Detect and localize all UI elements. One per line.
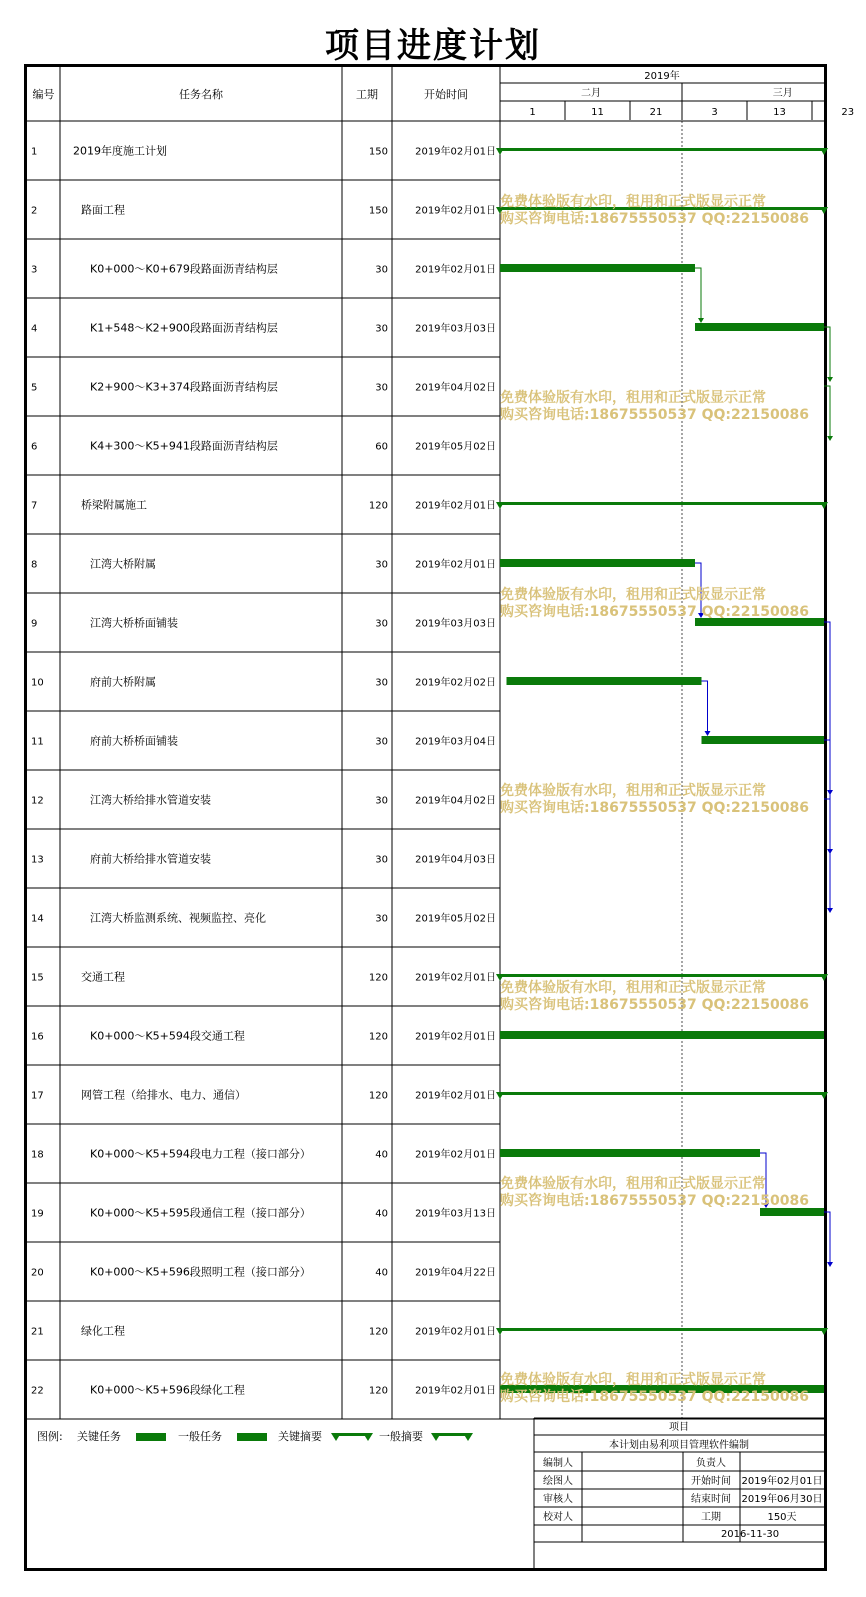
task-start: 2019年02月01日	[415, 146, 496, 158]
task-duration: 30	[375, 677, 388, 689]
legend-normal-label: 一般任务	[178, 1430, 222, 1443]
task-name: K0+000～K0+679段路面沥青结构层	[90, 262, 278, 276]
legend-critical-label: 关键任务	[77, 1430, 121, 1443]
day-label: 13	[773, 107, 786, 118]
watermark-text: 购买咨询电话:18675550537 QQ:22150086	[500, 997, 809, 1013]
dependency-link	[695, 268, 701, 321]
summary-end-marker	[820, 974, 828, 981]
task-name: 江湾大桥给排水管道安装	[90, 793, 211, 807]
task-name: K0+000～K5+594段电力工程（接口部分）	[90, 1147, 311, 1161]
task-duration: 120	[368, 1326, 388, 1338]
task-id: 4	[31, 323, 38, 335]
task-bar	[500, 1149, 760, 1157]
day-label: 21	[649, 107, 663, 118]
summary-start-marker	[496, 1328, 504, 1335]
watermark-text: 免费体验版有水印，租用和正式版显示正常	[500, 587, 766, 603]
summary-end-marker	[820, 1328, 828, 1335]
task-duration: 30	[375, 559, 388, 571]
legend-summary-marker	[431, 1433, 441, 1441]
task-duration: 30	[375, 618, 388, 630]
footer-date: 2016-11-30	[720, 1529, 780, 1540]
task-id: 13	[31, 854, 44, 866]
task-name: 府前大桥桥面铺装	[90, 734, 178, 748]
legend-summary-marker	[331, 1433, 341, 1441]
task-id: 6	[31, 441, 38, 453]
task-bar	[702, 736, 825, 744]
task-bar	[500, 559, 695, 567]
task-start: 2019年02月01日	[415, 264, 496, 276]
task-id: 9	[31, 618, 38, 630]
watermark-text: 购买咨询电话:18675550537 QQ:22150086	[500, 604, 809, 620]
dependency-link	[824, 799, 830, 911]
dependency-link	[824, 740, 830, 852]
task-id: 11	[31, 736, 44, 748]
summary-bar	[500, 974, 824, 977]
task-duration: 30	[375, 913, 388, 925]
day-label: 23	[841, 107, 855, 118]
summary-end-marker	[820, 207, 828, 214]
task-start: 2019年03月13日	[415, 1208, 496, 1220]
task-name: 江湾大桥附属	[90, 557, 156, 571]
dependency-arrow	[827, 377, 833, 382]
task-id: 17	[31, 1090, 44, 1102]
task-name: K4+300～K5+941段路面沥青结构层	[90, 439, 278, 453]
watermark-text: 免费体验版有水印，租用和正式版显示正常	[500, 1372, 766, 1388]
watermark-text: 购买咨询电话:18675550537 QQ:22150086	[500, 800, 809, 816]
summary-end-marker	[820, 1092, 828, 1099]
header-id: 编号	[32, 88, 55, 101]
task-start: 2019年05月02日	[415, 913, 496, 925]
task-duration: 120	[368, 1090, 388, 1102]
task-bar	[507, 677, 702, 685]
task-start: 2019年02月01日	[415, 559, 496, 571]
legend-summary-marker	[363, 1433, 373, 1441]
watermark-text: 免费体验版有水印，租用和正式版显示正常	[500, 390, 766, 406]
summary-bar	[500, 1328, 824, 1331]
watermark-text: 免费体验版有水印，租用和正式版显示正常	[500, 194, 766, 210]
summary-bar	[500, 502, 824, 505]
task-name: 路面工程	[81, 203, 125, 217]
task-bar	[695, 323, 824, 331]
header-year: 2019年	[644, 71, 680, 82]
summary-end-marker	[820, 502, 828, 509]
task-start: 2019年02月01日	[415, 500, 496, 512]
task-bar	[500, 1031, 824, 1039]
summary-bar	[500, 1092, 824, 1095]
task-start: 2019年02月01日	[415, 1385, 496, 1397]
task-duration: 30	[375, 264, 388, 276]
footer-editor-label: 编制人	[543, 1458, 573, 1469]
task-id: 16	[31, 1031, 44, 1043]
task-id: 18	[31, 1149, 44, 1161]
task-id: 20	[31, 1267, 44, 1279]
task-start: 2019年03月03日	[415, 618, 496, 630]
task-start: 2019年04月03日	[415, 854, 496, 866]
header-duration: 工期	[356, 88, 378, 101]
task-id: 19	[31, 1208, 44, 1220]
footer-drawer-label: 绘图人	[543, 1476, 573, 1487]
task-duration: 30	[375, 795, 388, 807]
task-start: 2019年02月01日	[415, 972, 496, 984]
task-name: 江湾大桥桥面铺装	[90, 616, 178, 630]
summary-end-marker	[820, 148, 828, 155]
task-duration: 30	[375, 854, 388, 866]
task-name: 2019年度施工计划	[73, 144, 167, 158]
task-name: 网管工程（给排水、电力、通信）	[81, 1088, 246, 1102]
task-start: 2019年03月03日	[415, 323, 496, 335]
task-name: 府前大桥给排水管道安装	[90, 852, 211, 866]
task-duration: 60	[375, 441, 388, 453]
dependency-arrow	[705, 731, 711, 736]
task-id: 14	[31, 913, 44, 925]
task-id: 8	[31, 559, 38, 571]
task-start: 2019年02月01日	[415, 1031, 496, 1043]
header-name: 任务名称	[179, 88, 223, 101]
legend-normal-swatch	[237, 1433, 267, 1441]
task-name: K0+000～K5+596段绿化工程	[90, 1383, 245, 1397]
task-duration: 120	[368, 1385, 388, 1397]
dependency-arrow	[827, 908, 833, 913]
header-start: 开始时间	[424, 88, 468, 101]
dependency-link	[824, 1212, 830, 1265]
task-name: 桥梁附属施工	[81, 498, 147, 512]
footer-end-label: 结束时间	[691, 1494, 731, 1505]
task-id: 12	[31, 795, 44, 807]
month-label: 三月	[772, 88, 793, 99]
summary-start-marker	[496, 502, 504, 509]
task-bar	[760, 1208, 824, 1216]
legend-summary-marker	[463, 1433, 473, 1441]
task-duration: 120	[368, 972, 388, 984]
page-title: 项目进度计划	[325, 26, 541, 66]
task-name: K0+000～K5+594段交通工程	[90, 1029, 245, 1043]
task-start: 2019年02月01日	[415, 1149, 496, 1161]
task-name: K1+548～K2+900段路面沥青结构层	[90, 321, 278, 335]
dependency-link	[824, 386, 830, 439]
task-start: 2019年02月01日	[415, 205, 496, 217]
task-duration: 120	[368, 500, 388, 512]
task-start: 2019年04月02日	[415, 382, 496, 394]
task-start: 2019年03月04日	[415, 736, 496, 748]
task-name: 府前大桥附属	[90, 675, 156, 689]
task-start: 2019年02月02日	[415, 677, 496, 689]
task-duration: 30	[375, 736, 388, 748]
task-name: 绿化工程	[81, 1324, 125, 1338]
watermark-text: 购买咨询电话:18675550537 QQ:22150086	[500, 407, 809, 423]
footer-duration-value: 150天	[767, 1512, 797, 1523]
task-duration: 30	[375, 323, 388, 335]
task-id: 7	[31, 500, 38, 512]
task-duration: 150	[368, 205, 388, 217]
watermark-text: 购买咨询电话:18675550537 QQ:22150086	[500, 1389, 809, 1405]
task-start: 2019年02月01日	[415, 1326, 496, 1338]
legend-normal-summary-label: 一般摘要	[379, 1430, 423, 1443]
footer-end-value: 2019年06月30日	[741, 1494, 823, 1505]
watermark-text: 购买咨询电话:18675550537 QQ:22150086	[500, 1193, 809, 1209]
dependency-link	[824, 622, 830, 793]
legend-critical-swatch	[136, 1433, 166, 1441]
summary-start-marker	[496, 148, 504, 155]
day-label: 11	[591, 107, 604, 118]
summary-bar	[500, 148, 824, 151]
task-name: K0+000～K5+596段照明工程（接口部分）	[90, 1265, 311, 1279]
task-id: 2	[31, 205, 38, 217]
footer-start-label: 开始时间	[691, 1476, 731, 1487]
day-label: 1	[529, 107, 536, 118]
task-start: 2019年04月02日	[415, 795, 496, 807]
task-id: 5	[31, 382, 38, 394]
dependency-arrow	[698, 318, 704, 323]
task-id: 21	[31, 1326, 44, 1338]
task-duration: 120	[368, 1031, 388, 1043]
watermark-text: 免费体验版有水印，租用和正式版显示正常	[500, 1176, 766, 1192]
task-duration: 150	[368, 146, 388, 158]
watermark-text: 免费体验版有水印，租用和正式版显示正常	[500, 980, 766, 996]
footer-project-label: 项目	[669, 1422, 689, 1433]
task-name: K0+000～K5+595段通信工程（接口部分）	[90, 1206, 311, 1220]
month-label: 二月	[581, 88, 601, 99]
task-id: 15	[31, 972, 44, 984]
footer-checker-label: 校对人	[543, 1512, 573, 1523]
footer-start-value: 2019年02月01日	[741, 1476, 823, 1487]
task-name: K2+900～K3+374段路面沥青结构层	[90, 380, 278, 394]
task-start: 2019年05月02日	[415, 441, 496, 453]
task-duration: 40	[375, 1208, 388, 1220]
task-duration: 40	[375, 1149, 388, 1161]
task-id: 22	[31, 1385, 44, 1397]
task-id: 1	[31, 146, 38, 158]
day-label: 3	[711, 107, 718, 118]
task-name: 江湾大桥监测系统、视频监控、亮化	[90, 911, 266, 925]
watermark-text: 购买咨询电话:18675550537 QQ:22150086	[500, 211, 809, 227]
dependency-link	[702, 681, 708, 734]
footer-reviewer-label: 审核人	[543, 1494, 573, 1505]
task-id: 10	[31, 677, 44, 689]
summary-start-marker	[496, 1092, 504, 1099]
task-duration: 30	[375, 382, 388, 394]
dependency-arrow	[827, 436, 833, 441]
dependency-link	[824, 327, 830, 380]
legend-critical-summary-label: 关键摘要	[278, 1430, 322, 1443]
footer-duration-label: 工期	[701, 1512, 721, 1523]
task-start: 2019年04月22日	[415, 1267, 496, 1279]
task-start: 2019年02月01日	[415, 1090, 496, 1102]
footer-software-note: 本计划由易利项目管理软件编制	[609, 1440, 749, 1451]
dependency-arrow	[827, 1262, 833, 1267]
task-duration: 40	[375, 1267, 388, 1279]
task-id: 3	[31, 264, 38, 276]
footer-owner-label: 负责人	[696, 1458, 726, 1469]
legend-label: 图例:	[37, 1430, 63, 1443]
task-bar	[500, 264, 695, 272]
watermark-text: 免费体验版有水印，租用和正式版显示正常	[500, 783, 766, 799]
task-name: 交通工程	[81, 970, 125, 984]
